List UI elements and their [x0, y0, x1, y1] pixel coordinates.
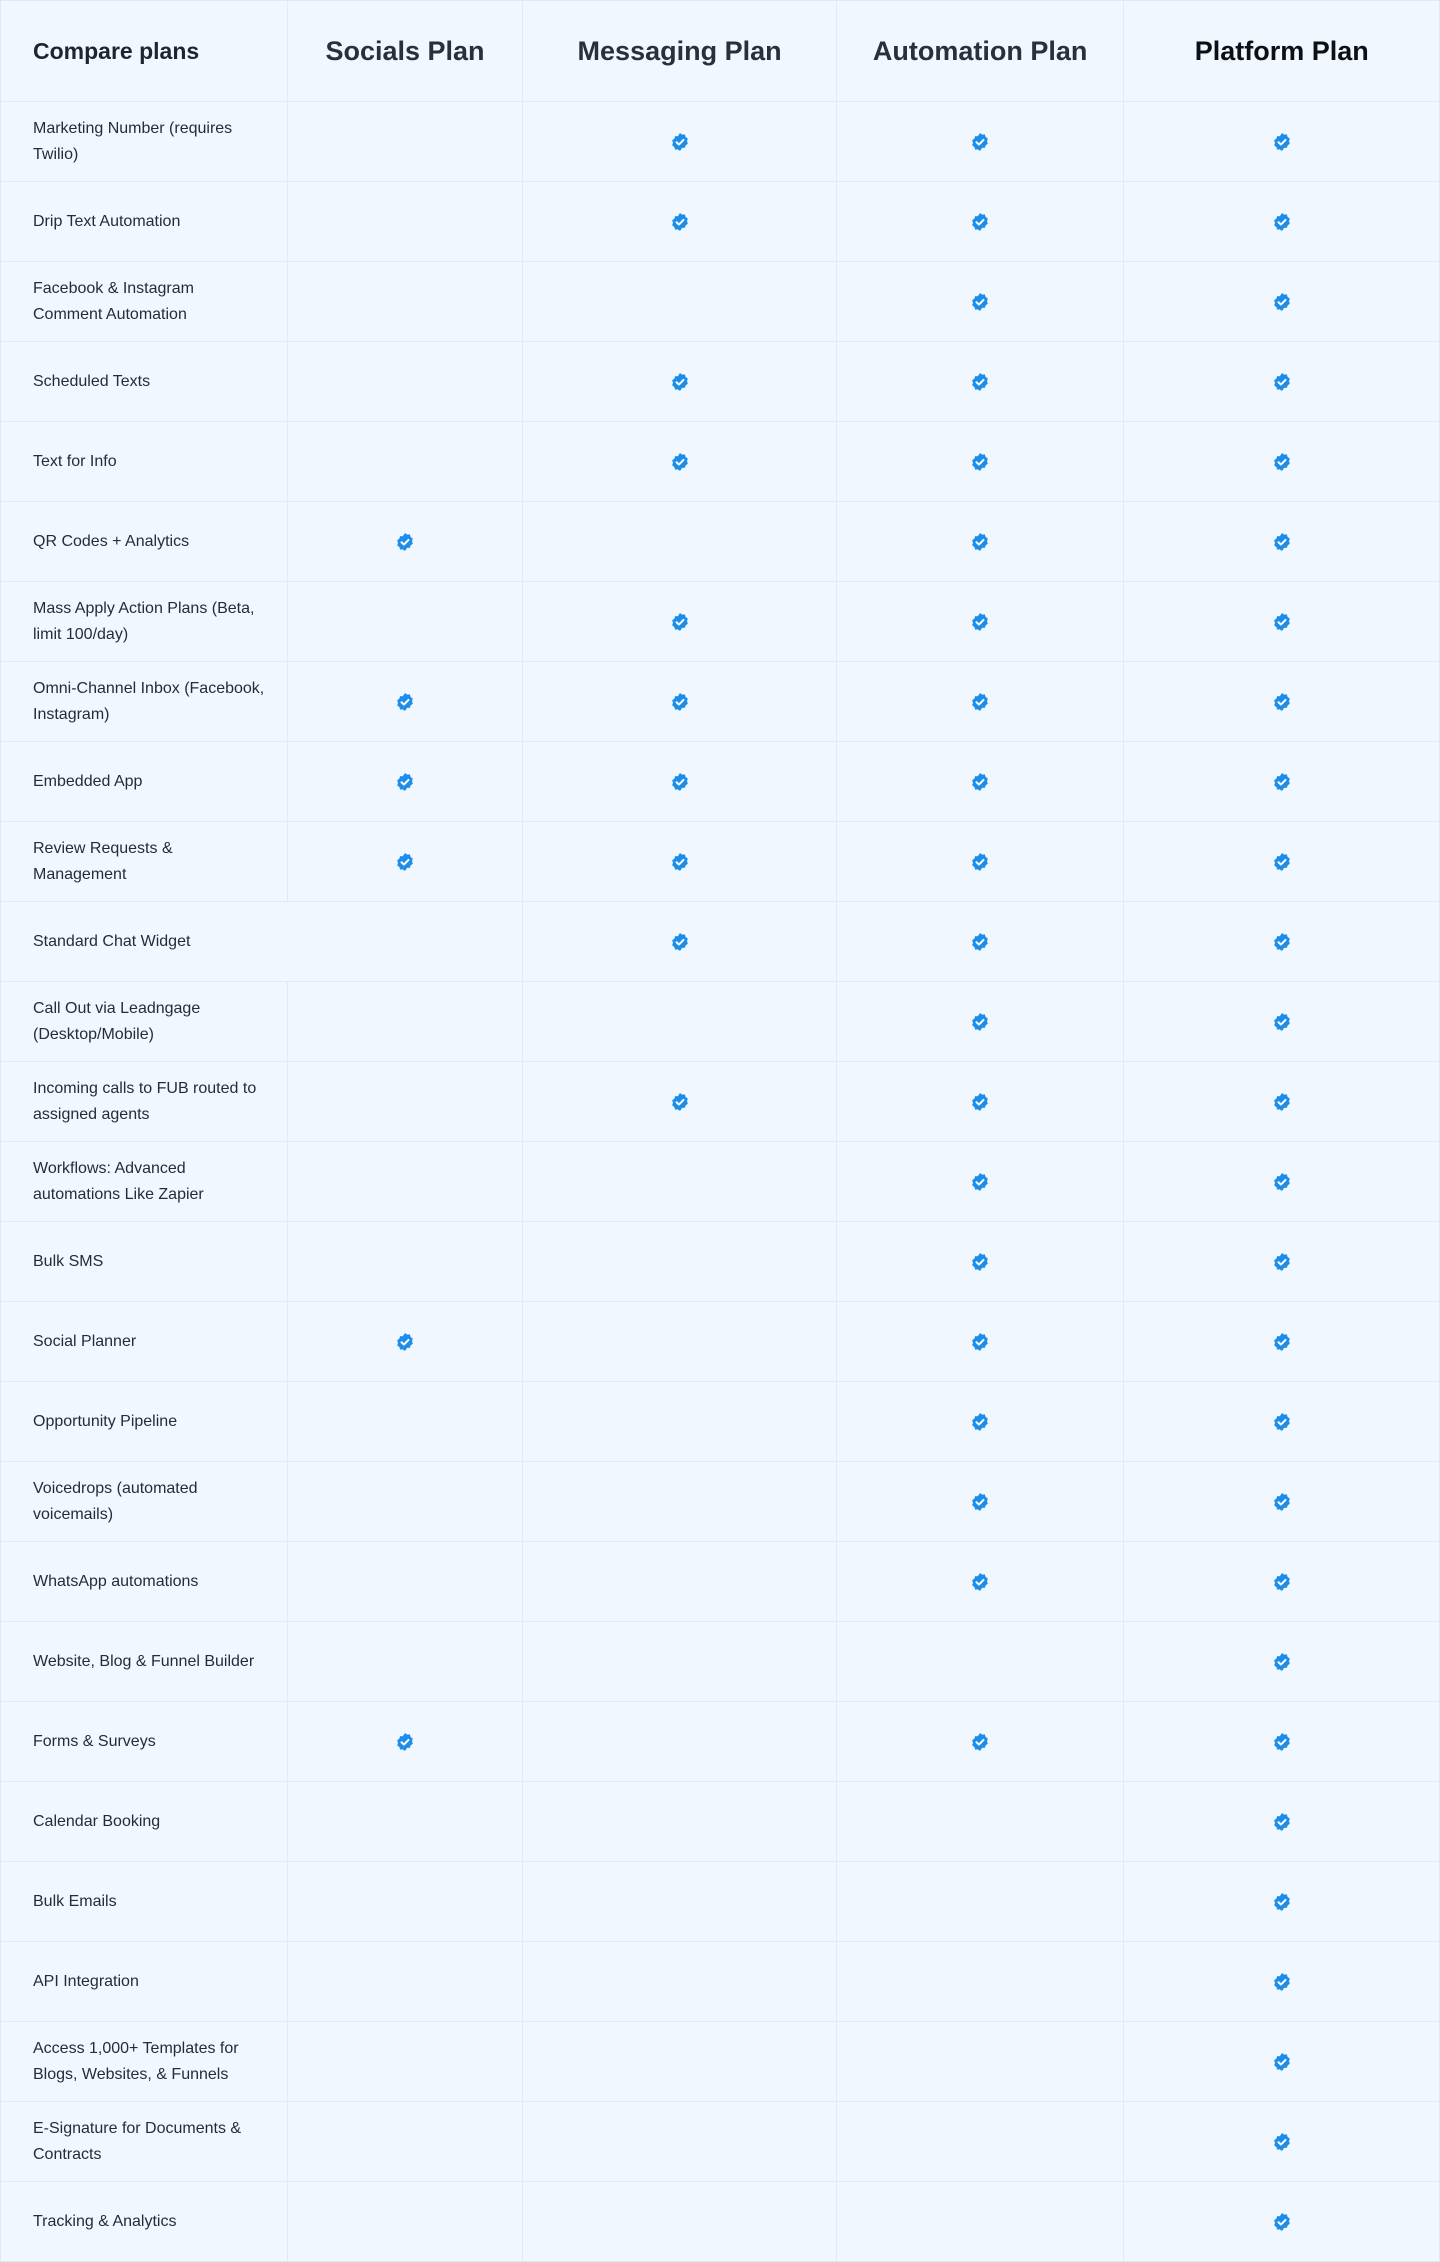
table-row — [1, 1142, 1439, 1222]
plan-cell-socials — [288, 182, 524, 261]
plan-cell-messaging — [523, 2102, 837, 2181]
verified-badge-icon — [970, 1012, 990, 1032]
verified-badge-icon — [1272, 2212, 1292, 2232]
plan-cell-automation — [837, 1942, 1125, 2021]
plan-cell-messaging — [523, 582, 837, 661]
table-row — [1, 662, 1439, 742]
verified-badge-icon — [1272, 1572, 1292, 1592]
feature-label: Drip Text Automation — [33, 212, 181, 230]
verified-badge-icon — [395, 1332, 415, 1352]
plan-cell-socials — [288, 1222, 524, 1301]
plan-cell-messaging — [523, 1622, 837, 1701]
table-row — [1, 502, 1439, 582]
plan-cell-socials — [288, 1462, 524, 1541]
table-row — [1, 582, 1439, 662]
plan-cell-socials — [288, 2022, 524, 2101]
plan-cell-messaging — [523, 1222, 837, 1301]
plan-cell-messaging — [523, 1862, 837, 1941]
feature-label: Website, Blog & Funnel Builder — [33, 1652, 255, 1670]
verified-badge-icon — [970, 292, 990, 312]
plan-cell-platform — [1124, 2182, 1439, 2262]
plan-cell-platform — [1124, 822, 1439, 901]
plan-cell-socials — [288, 1862, 524, 1941]
verified-badge-icon — [1272, 612, 1292, 632]
plan-cell-socials — [288, 1542, 524, 1621]
plan-cell-socials — [288, 2102, 524, 2181]
feature-label: Marketing Number (requires Twilio) — [33, 119, 233, 163]
plan-cell-platform — [1124, 1862, 1439, 1941]
plan-cell-automation — [837, 2022, 1125, 2101]
plan-cell-messaging — [523, 1702, 837, 1781]
verified-badge-icon — [1272, 1412, 1292, 1432]
header-cell-automation — [837, 1, 1125, 101]
verified-badge-icon — [1272, 692, 1292, 712]
verified-badge-icon — [1272, 292, 1292, 312]
plan-cell-automation — [837, 2102, 1125, 2181]
verified-badge-icon — [1272, 452, 1292, 472]
table-row — [1, 742, 1439, 822]
verified-badge-icon — [395, 532, 415, 552]
plan-title-socials: Socials Plan — [325, 35, 485, 66]
plan-cell-socials — [288, 1622, 524, 1701]
table-row — [1, 1862, 1439, 1942]
verified-badge-icon — [1272, 132, 1292, 152]
plan-cell-platform — [1124, 582, 1439, 661]
verified-badge-icon — [1272, 372, 1292, 392]
plan-cell-platform — [1124, 262, 1439, 341]
plan-cell-platform — [1124, 1222, 1439, 1301]
plan-cell-messaging — [523, 1462, 837, 1541]
feature-label: Forms & Surveys — [33, 1732, 156, 1750]
feature-label: API Integration — [33, 1972, 139, 1990]
plan-cell-platform — [1124, 1302, 1439, 1381]
plan-cell-automation — [837, 582, 1125, 661]
feature-label: Workflows: Advanced automations Like Zapier — [33, 1159, 204, 1203]
verified-badge-icon — [970, 452, 990, 472]
table-row — [1, 902, 1439, 982]
plan-cell-socials — [288, 422, 524, 501]
feature-cell — [1, 1622, 288, 1701]
plan-cell-messaging — [523, 1062, 837, 1141]
feature-label: Scheduled Texts — [33, 372, 151, 390]
feature-label: Embedded App — [33, 772, 143, 790]
plan-cell-platform — [1124, 1542, 1439, 1621]
plan-cell-messaging — [523, 742, 837, 821]
feature-label: Tracking & Analytics — [33, 2213, 177, 2230]
plan-cell-platform — [1124, 182, 1439, 261]
plan-cell-socials — [288, 1142, 524, 1221]
table-row — [1, 2102, 1439, 2182]
verified-badge-icon — [670, 212, 690, 232]
plan-cell-automation — [837, 1782, 1125, 1861]
feature-cell — [1, 662, 288, 741]
feature-cell — [1, 182, 288, 261]
table-row — [1, 1702, 1439, 1782]
verified-badge-icon — [1272, 1492, 1292, 1512]
feature-label: Call Out via Leadngage (Desktop/Mobile) — [33, 999, 201, 1043]
feature-label: Facebook & Instagram Comment Automation — [33, 279, 194, 323]
plan-cell-platform — [1124, 1782, 1439, 1861]
table-row — [1, 262, 1439, 342]
verified-badge-icon — [970, 772, 990, 792]
table-row — [1, 1222, 1439, 1302]
verified-badge-icon — [395, 852, 415, 872]
verified-badge-icon — [970, 1572, 990, 1592]
verified-badge-icon — [970, 932, 990, 952]
verified-badge-icon — [970, 1252, 990, 1272]
plan-cell-automation — [837, 1302, 1125, 1381]
feature-label: Review Requests & Management — [33, 839, 173, 883]
plan-cell-automation — [837, 1542, 1125, 1621]
feature-cell — [1, 1302, 288, 1381]
verified-badge-icon — [970, 612, 990, 632]
plan-cell-messaging — [523, 182, 837, 261]
plan-cell-platform — [1124, 502, 1439, 581]
plan-cell-automation — [837, 422, 1125, 501]
plan-cell-messaging — [523, 1542, 837, 1621]
verified-badge-icon — [970, 372, 990, 392]
plan-cell-socials — [288, 262, 524, 341]
plan-cell-automation — [837, 742, 1125, 821]
plan-cell-socials — [288, 102, 524, 181]
plan-cell-platform — [1124, 102, 1439, 181]
feature-cell — [1, 742, 288, 821]
table-row — [1, 1462, 1439, 1542]
feature-cell — [1, 2102, 288, 2181]
plan-cell-socials — [288, 1702, 524, 1781]
verified-badge-icon — [1272, 1092, 1292, 1112]
verified-badge-icon — [1272, 532, 1292, 552]
table-row — [1, 982, 1439, 1062]
verified-badge-icon — [970, 1732, 990, 1752]
feature-label: Bulk Emails — [33, 1892, 117, 1910]
feature-label: WhatsApp automations — [33, 1572, 199, 1590]
verified-badge-icon — [670, 692, 690, 712]
plan-cell-messaging — [523, 102, 837, 181]
verified-badge-icon — [970, 132, 990, 152]
verified-badge-icon — [970, 532, 990, 552]
feature-cell — [1, 2022, 288, 2101]
verified-badge-icon — [1272, 1812, 1292, 1832]
plan-cell-platform — [1124, 1942, 1439, 2021]
feature-label: Opportunity Pipeline — [33, 1412, 178, 1430]
plan-cell-messaging — [523, 2182, 837, 2262]
table-row — [1, 2022, 1439, 2102]
feature-label: QR Codes + Analytics — [33, 532, 190, 550]
verified-badge-icon — [1272, 1892, 1292, 1912]
feature-cell — [1, 502, 288, 581]
table-row — [1, 102, 1439, 182]
verified-badge-icon — [1272, 2052, 1292, 2072]
plan-cell-automation — [837, 2182, 1125, 2262]
feature-cell — [1, 422, 288, 501]
feature-cell — [1, 2182, 288, 2262]
feature-cell — [1, 1702, 288, 1781]
plan-cell-platform — [1124, 982, 1439, 1061]
plan-cell-automation — [837, 822, 1125, 901]
verified-badge-icon — [970, 1092, 990, 1112]
plan-cell-platform — [1124, 1382, 1439, 1461]
plan-cell-platform — [1124, 2022, 1439, 2101]
feature-label: Voicedrops (automated voicemails) — [33, 1479, 198, 1523]
plan-cell-messaging — [523, 1302, 837, 1381]
verified-badge-icon — [1272, 1652, 1292, 1672]
table-row — [1, 1062, 1439, 1142]
table-row — [1, 1542, 1439, 1622]
verified-badge-icon — [395, 692, 415, 712]
header-cell-messaging — [523, 1, 837, 101]
feature-cell — [1, 102, 288, 181]
plan-cell-platform — [1124, 1142, 1439, 1221]
feature-cell — [1, 822, 288, 901]
feature-cell — [1, 1142, 288, 1221]
plan-cell-socials — [288, 822, 524, 901]
plan-cell-socials — [288, 1382, 524, 1461]
verified-badge-icon — [670, 452, 690, 472]
verified-badge-icon — [1272, 1732, 1292, 1752]
feature-cell — [1, 982, 288, 1061]
plan-cell-platform — [1124, 422, 1439, 501]
plan-cell-messaging — [523, 422, 837, 501]
feature-label: Text for Info — [33, 452, 117, 470]
table-row — [1, 1622, 1439, 1702]
verified-badge-icon — [1272, 852, 1292, 872]
verified-badge-icon — [670, 932, 690, 952]
verified-badge-icon — [970, 1172, 990, 1192]
verified-badge-icon — [1272, 1012, 1292, 1032]
feature-cell — [1, 1062, 288, 1141]
verified-badge-icon — [1272, 932, 1292, 952]
plan-cell-platform — [1124, 662, 1439, 741]
plan-cell-messaging — [523, 1942, 837, 2021]
table-row — [1, 1302, 1439, 1382]
verified-badge-icon — [1272, 1332, 1292, 1352]
header-cell-socials — [288, 1, 524, 101]
verified-badge-icon — [970, 212, 990, 232]
verified-badge-icon — [670, 1092, 690, 1112]
verified-badge-icon — [1272, 212, 1292, 232]
plan-cell-automation — [837, 662, 1125, 741]
plan-cell-socials — [288, 982, 524, 1061]
plan-cell-automation — [837, 182, 1125, 261]
verified-badge-icon — [1272, 1252, 1292, 1272]
verified-badge-icon — [970, 1412, 990, 1432]
plan-cell-automation — [837, 1862, 1125, 1941]
plan-cell-messaging — [523, 342, 837, 421]
feature-cell — [1, 342, 288, 421]
table-row — [1, 822, 1439, 902]
verified-badge-icon — [670, 372, 690, 392]
feature-label: Social Planner — [33, 1332, 137, 1350]
plan-cell-socials — [288, 2182, 524, 2262]
table-row — [1, 2182, 1439, 2262]
plan-cell-messaging — [523, 662, 837, 741]
plan-cell-automation — [837, 1062, 1125, 1141]
feature-cell — [1, 582, 288, 661]
plan-title-platform: Platform Plan — [1194, 35, 1369, 66]
feature-label: E-Signature for Documents & Contracts — [33, 2119, 242, 2163]
plan-cell-socials — [288, 502, 524, 581]
plan-cell-socials — [288, 742, 524, 821]
feature-label: Mass Apply Action Plans (Beta, limit 100/day) — [33, 599, 255, 643]
verified-badge-icon — [970, 692, 990, 712]
plan-cell-messaging — [523, 902, 837, 981]
plan-cell-platform — [1124, 1702, 1439, 1781]
table-row — [1, 1942, 1439, 2022]
table-row — [1, 1782, 1439, 1862]
table-row — [1, 1382, 1439, 1462]
plan-cell-socials — [288, 582, 524, 661]
verified-badge-icon — [1272, 772, 1292, 792]
plan-cell-platform — [1124, 2102, 1439, 2181]
plan-cell-socials — [288, 1062, 524, 1141]
plan-cell-automation — [837, 982, 1125, 1061]
verified-badge-icon — [1272, 1972, 1292, 1992]
plan-cell-automation — [837, 1622, 1125, 1701]
plan-cell-automation — [837, 262, 1125, 341]
feature-cell — [1, 902, 288, 981]
verified-badge-icon — [670, 852, 690, 872]
header-cell-compare — [1, 1, 288, 101]
plan-cell-automation — [837, 1702, 1125, 1781]
feature-label: Access 1,000+ Templates for Blogs, Websites, & Funnels — [33, 2039, 239, 2083]
verified-badge-icon — [670, 612, 690, 632]
feature-label: Bulk SMS — [33, 1252, 104, 1270]
plan-cell-messaging — [523, 822, 837, 901]
table-row — [1, 342, 1439, 422]
plan-title-automation: Automation Plan — [872, 35, 1088, 66]
plan-cell-automation — [837, 1142, 1125, 1221]
plan-cell-platform — [1124, 342, 1439, 421]
plan-cell-messaging — [523, 2022, 837, 2101]
plan-cell-automation — [837, 102, 1125, 181]
feature-label: Omni-Channel Inbox (Facebook, Instagram) — [33, 679, 265, 723]
verified-badge-icon — [970, 1332, 990, 1352]
plan-cell-automation — [837, 902, 1125, 981]
plan-cell-platform — [1124, 1622, 1439, 1701]
plan-cell-automation — [837, 1462, 1125, 1541]
compare-plans-title: Compare plans — [33, 37, 200, 64]
plan-cell-platform — [1124, 1062, 1439, 1141]
feature-cell — [1, 1382, 288, 1461]
plan-cell-platform — [1124, 742, 1439, 821]
verified-badge-icon — [670, 772, 690, 792]
plan-cell-platform — [1124, 902, 1439, 981]
plan-cell-platform — [1124, 1462, 1439, 1541]
plan-cell-messaging — [523, 1142, 837, 1221]
feature-label: Standard Chat Widget — [33, 932, 191, 950]
feature-cell — [1, 1942, 288, 2021]
plan-cell-socials — [288, 902, 524, 981]
plan-cell-messaging — [523, 1382, 837, 1461]
verified-badge-icon — [670, 132, 690, 152]
plan-cell-automation — [837, 502, 1125, 581]
feature-cell — [1, 1542, 288, 1621]
table-header-row — [1, 1, 1439, 102]
feature-cell — [1, 1462, 288, 1541]
verified-badge-icon — [395, 1732, 415, 1752]
plan-cell-automation — [837, 1382, 1125, 1461]
feature-cell — [1, 262, 288, 341]
verified-badge-icon — [970, 852, 990, 872]
table-row — [1, 422, 1439, 502]
plan-cell-messaging — [523, 1782, 837, 1861]
verified-badge-icon — [395, 772, 415, 792]
verified-badge-icon — [970, 1492, 990, 1512]
plan-cell-socials — [288, 1942, 524, 2021]
feature-cell — [1, 1782, 288, 1861]
feature-cell — [1, 1862, 288, 1941]
plan-cell-socials — [288, 662, 524, 741]
plan-cell-socials — [288, 1302, 524, 1381]
plan-cell-messaging — [523, 262, 837, 341]
plan-cell-socials — [288, 342, 524, 421]
plan-cell-automation — [837, 1222, 1125, 1301]
plan-cell-messaging — [523, 502, 837, 581]
plan-title-messaging: Messaging Plan — [577, 35, 782, 66]
plan-cell-automation — [837, 342, 1125, 421]
table-row — [1, 182, 1439, 262]
verified-badge-icon — [1272, 1172, 1292, 1192]
verified-badge-icon — [1272, 2132, 1292, 2152]
feature-label: Incoming calls to FUB routed to assigned agents — [33, 1079, 257, 1123]
feature-cell — [1, 1222, 288, 1301]
header-cell-platform — [1124, 1, 1439, 101]
feature-label: Calendar Booking — [33, 1812, 161, 1830]
plan-cell-socials — [288, 1782, 524, 1861]
plan-cell-messaging — [523, 982, 837, 1061]
